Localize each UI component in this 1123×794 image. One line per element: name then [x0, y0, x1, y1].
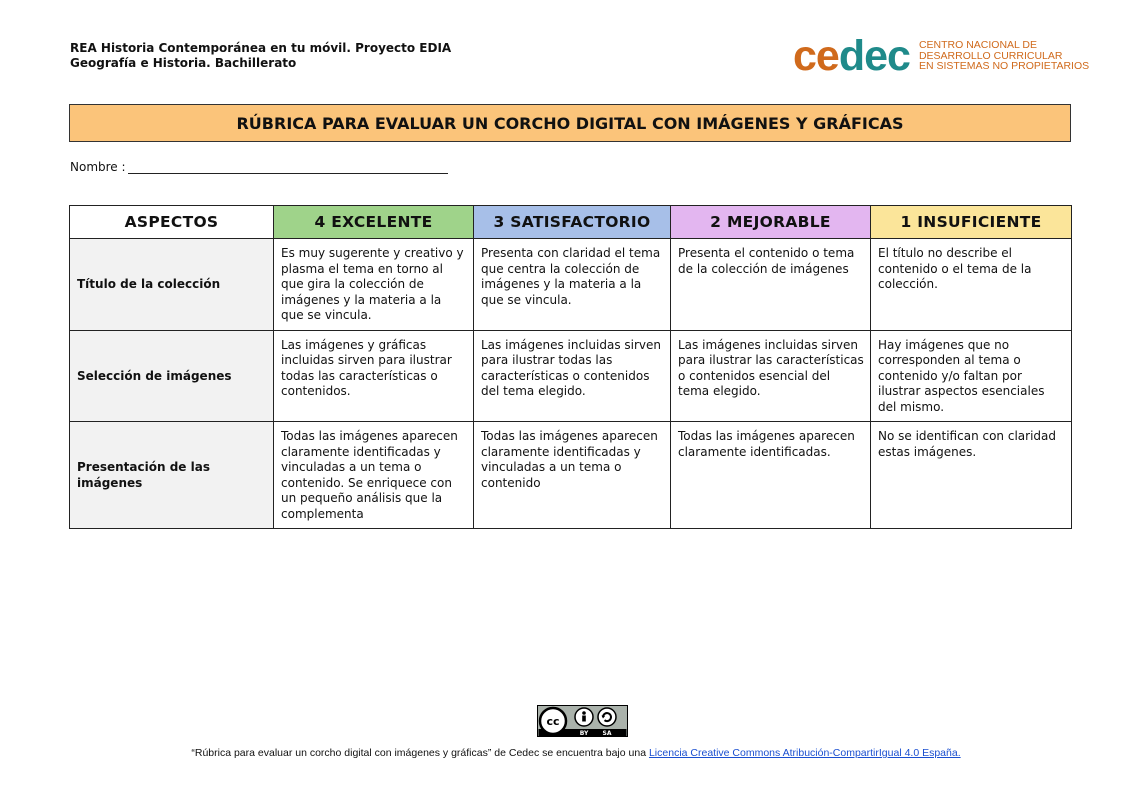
row-aspect: Presentación de las imágenes	[70, 422, 274, 529]
cell-satisfactory: Todas las imágenes aparecen claramente identificadas y vinculadas a un tema o contenido	[474, 422, 671, 529]
cell-insufficient: El título no describe el contenido o el tema de la colección.	[871, 239, 1072, 331]
table-header-row	[70, 206, 1072, 239]
name-label: Nombre :	[70, 160, 126, 174]
cc-by-sa-badge-icon	[537, 705, 628, 737]
table-row	[70, 330, 1072, 422]
cell-improvable: Presenta el contenido o tema de la colección de imágenes	[671, 239, 871, 331]
header-excellent: 4 EXCELENTE	[274, 206, 474, 239]
header-subject-line: Geografía e Historia. Bachillerato	[70, 56, 297, 70]
header-project-line: REA Historia Contemporánea en tu móvil. Proyecto EDIA	[70, 41, 452, 55]
license-text: “Rúbrica para evaluar un corcho digital con imágenes y gráficas” de Cedec se encuentra bajo una	[191, 747, 649, 759]
license-link[interactable]: Licencia Creative Commons Atribución-CompartirIgual 4.0 España.	[648, 747, 961, 759]
row-aspect: Selección de imágenes	[70, 330, 274, 422]
name-field	[70, 160, 448, 174]
table-row	[70, 422, 1072, 529]
badge-by-label: BY	[579, 730, 589, 737]
header-insufficient: 1 INSUFICIENTE	[871, 206, 1072, 239]
name-blank-line	[128, 160, 448, 174]
row-aspect: Título de la colección	[70, 239, 274, 331]
rubric-table	[69, 205, 1072, 529]
cedec-logo-subtitle: CENTRO NACIONAL DE DESARROLLO CURRICULAR EN SISTEMAS NO PROPIETARIOS	[918, 39, 1090, 73]
cell-satisfactory: Las imágenes incluidas sirven para ilustrar todas las características o contenidos del tema elegido.	[474, 330, 671, 422]
cell-insufficient: No se identifican con claridad estas imágenes.	[871, 422, 1072, 529]
cell-excellent: Las imágenes y gráficas incluidas sirven para ilustrar todas las características o contenidos.	[274, 330, 474, 422]
svg-text:cc: cc	[546, 715, 560, 728]
cell-improvable: Todas las imágenes aparecen claramente identificadas.	[671, 422, 871, 529]
license-footer	[0, 747, 1123, 759]
cedec-logo-word: cedec	[793, 32, 910, 80]
table-row	[70, 239, 1072, 331]
header-aspects: ASPECTOS	[70, 206, 274, 239]
cedec-logo	[793, 32, 1090, 80]
cell-insufficient: Hay imágenes que no corresponden al tema o contenido y/o faltan por ilustrar aspectos esenciales del mismo.	[871, 330, 1072, 422]
document-header	[70, 41, 451, 71]
cell-improvable: Las imágenes incluidas sirven para ilustrar las características o contenidos esencial del tema elegido.	[671, 330, 871, 422]
rubric-title: RÚBRICA PARA EVALUAR UN CORCHO DIGITAL CON IMÁGENES Y GRÁFICAS	[69, 104, 1071, 142]
header-satisfactory: 3 SATISFACTORIO	[474, 206, 671, 239]
header-improvable: 2 MEJORABLE	[671, 206, 871, 239]
cell-satisfactory: Presenta con claridad el tema que centra la colección de imágenes y la materia a la que se vincula.	[474, 239, 671, 331]
badge-sa-label: SA	[602, 730, 612, 737]
cell-excellent: Es muy sugerente y creativo y plasma el tema en torno al que gira la colección de imágenes y la materia a la que se vincula.	[274, 239, 474, 331]
cell-excellent: Todas las imágenes aparecen claramente identificadas y vinculadas a un tema o contenido. Se enriquece con un pequeño análisis que la complementa	[274, 422, 474, 529]
